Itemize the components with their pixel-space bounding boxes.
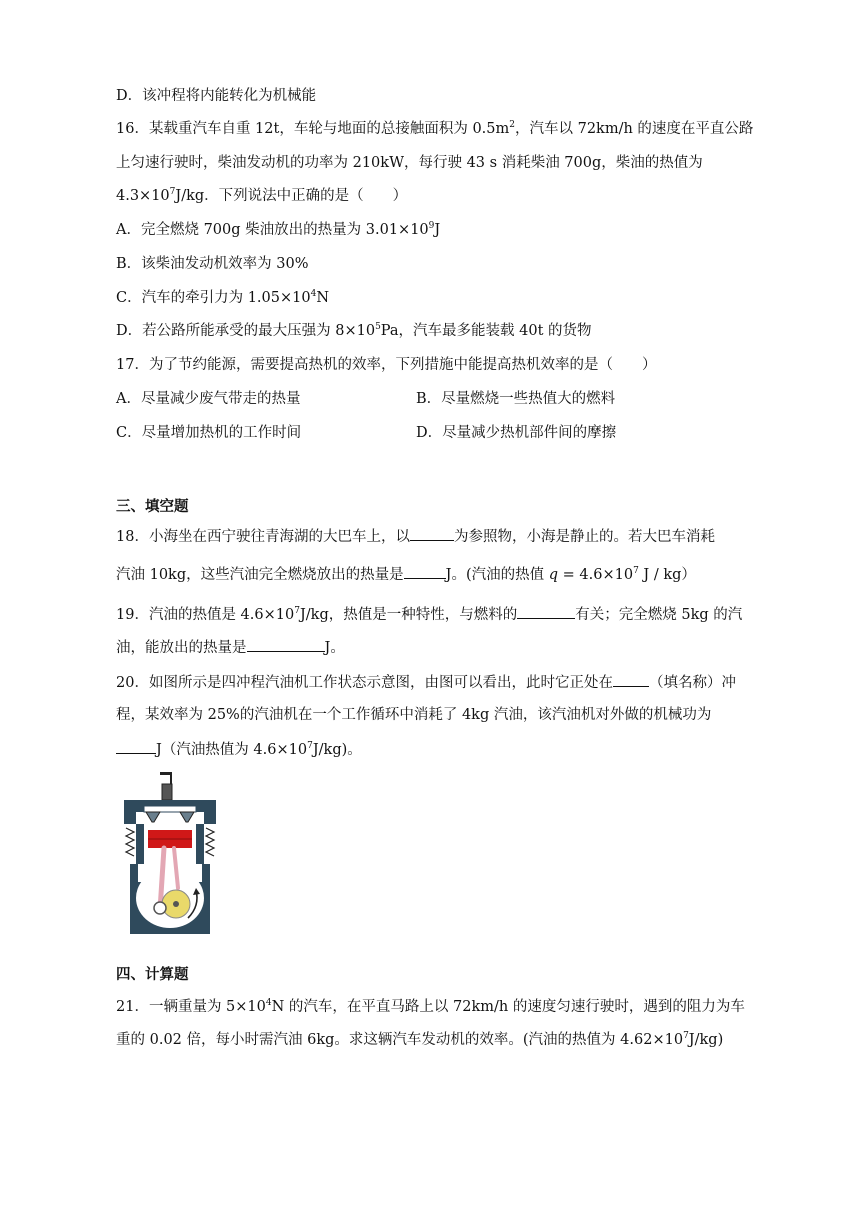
valve-spring-right-icon — [206, 828, 214, 856]
q16-stem-line2: 上匀速行驶时，柴油发动机的功率为 210kW，每行驶 43 s 消耗柴油 700g，柴油的热值为 — [116, 155, 703, 171]
q16-option-d: D．若公路所能承受的最大压强为 $8\times 10^5Pa$，汽车最多能装载 40t 的货物 — [116, 322, 592, 339]
q20-blank-2[interactable] — [116, 739, 156, 754]
q18-line1: 18．小海坐在西宁驶往青海湖的大巴车上，以 为参照物，小海是静止的。若大巴车消耗 — [116, 526, 715, 547]
q17-option-a: A．尽量减少废气带走的热量 — [116, 391, 301, 407]
q17-option-c: C．尽量增加热机的工作时间 — [116, 425, 302, 441]
q18-line2: 汽油 10kg，这些汽油完全燃烧放出的热量是 J。(汽油的热值 $q = 4.6\times 10^7$ J / kg） — [116, 566, 696, 583]
q16-stem-line1: 16．某载重汽车自重 12t，车轮与地面的总接触面积为 $0.5m^2$，汽车以 72km/h 的速度在平直公路 — [116, 120, 754, 137]
q20-line2: 程，某效率为 25%的汽油机在一个工作循环中消耗了 4kg 汽油，该汽油机对外做的机械功为 — [116, 707, 712, 723]
q20-blank-1[interactable] — [613, 672, 649, 687]
q19-line1: 19．汽油的热值是 $4.6\times 10^7J/kg$，热值是一种特性，与燃料的 有关；完全燃烧 5kg 的汽 — [116, 606, 743, 623]
q16-stem-line3: $4.3\times 10^7J/kg$．下列说法中正确的是（ ） — [116, 187, 408, 204]
q17-stem: 17．为了节约能源，需要提高热机的效率，下列措施中能提高热机效率的是（ ） — [116, 357, 657, 373]
q18-blank-1[interactable] — [410, 526, 454, 541]
four-stroke-engine-diagram — [116, 770, 226, 938]
q17-option-b: B．尽量燃烧一些热值大的燃料 — [416, 391, 616, 407]
valve-spring-left-icon — [126, 828, 134, 856]
q19-blank-2[interactable] — [247, 637, 325, 652]
exhaust-valve-icon — [180, 812, 194, 822]
spark-plug-icon — [162, 784, 172, 800]
q19-line2: 油，能放出的热量是 J。 — [116, 637, 345, 658]
q21-line2: 重的 0.02 倍，每小时需汽油 6kg。求这辆汽车发动机的效率。(汽油的热值为 $4.62\times 10^7J/kg$) — [116, 1031, 724, 1048]
q21-line1: 21．一辆重量为 $5\times 10^4N$ 的汽车，在平直马路上以 72km/h 的速度匀速行驶时，遇到的阻力为车 — [116, 998, 745, 1015]
q16-option-a: A．完全燃烧 700g 柴油放出的热量为 $3.01\times 10^9J$ — [116, 221, 441, 238]
section-fill-in: 三、填空题 — [116, 499, 189, 515]
q20-line3: J（汽油热值为 $4.6\times 10^7J/kg$)。 — [116, 739, 362, 760]
q17-option-d: D．尽量减少热机部件间的摩擦 — [416, 425, 617, 441]
q19-blank-1[interactable] — [517, 604, 575, 619]
section-calculation: 四、计算题 — [116, 967, 189, 983]
intake-valve-icon — [146, 812, 160, 822]
q16-option-b: B．该柴油发动机效率为 30% — [116, 256, 309, 272]
q15-option-d: D．该冲程将内能转化为机械能 — [116, 88, 317, 104]
q18-blank-2[interactable] — [404, 564, 446, 579]
q16-option-c: C．汽车的牵引力为 $1.05\times 10^4N$ — [116, 289, 330, 306]
q20-line1: 20．如图所示是四冲程汽油机工作状态示意图，由图可以看出，此时它正处在 （填名称）冲 — [116, 672, 736, 693]
